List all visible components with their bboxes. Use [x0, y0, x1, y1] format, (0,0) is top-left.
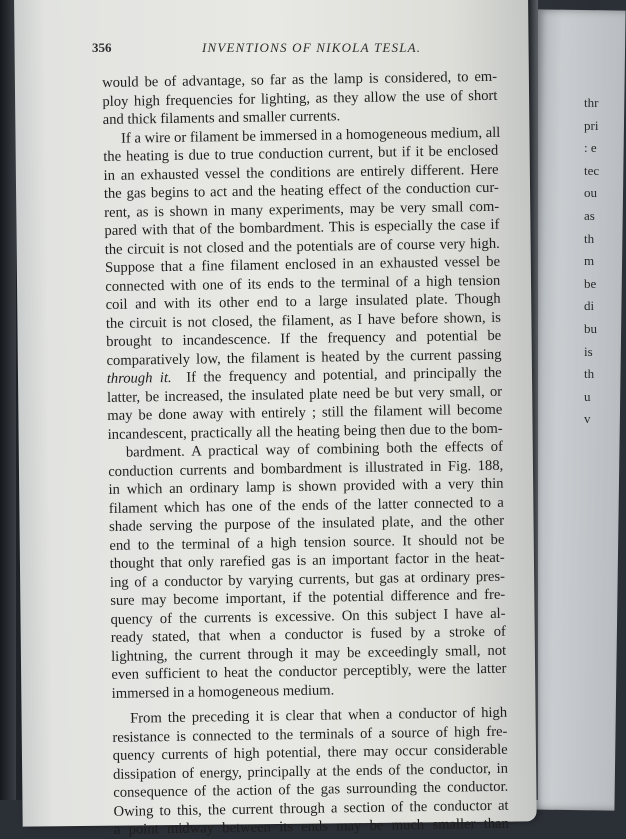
text-line: coil and with its other end to a large insulated plate. Though — [105, 290, 501, 313]
text-line: lightning, the current through it may be exceedingly small, not — [111, 642, 507, 665]
text-line: thought that only rarefied gas is an important factor in the heat- — [109, 549, 505, 572]
facing-page-fragment: as — [584, 207, 595, 223]
facing-page-fragment: di — [584, 298, 595, 314]
facing-page-fragment: tec — [584, 162, 600, 178]
facing-page-fragment: be — [584, 275, 597, 291]
text-line: shade serving the purpose of the insulated plate, and the other — [108, 512, 505, 535]
facing-page-fragment: m — [584, 253, 595, 269]
facing-page-fragment: th — [584, 230, 595, 246]
text-line: the circuit is not closed and the potentials are of course very high. — [104, 235, 500, 258]
text-line: From the preceding it is clear that when a conductor of high — [130, 704, 508, 727]
text-line: a point midway between its ends may be much smaller than — [113, 815, 509, 838]
facing-page-fragment: u — [584, 388, 591, 404]
text-line: latter, be increased, the insulated plate need be but very small, or — [106, 383, 503, 406]
text-line: comparatively low, the filament is heated by the current passing — [106, 346, 502, 369]
text-line: pared with that of the bombardment. This is especially the case if — [104, 216, 500, 239]
text-line: consequence of the action of the gas surrounding the conductor. — [113, 778, 509, 801]
text-line: quency of the currents is excessive. On this subject I have al- — [110, 605, 506, 628]
text-line: filament which has one of the ends of the latter connected to a — [108, 494, 504, 517]
text-line: the circuit is not closed, the filament, as I have before shown, is — [105, 309, 501, 332]
text-line: conduction currents and bombardment is illustrated in Fig. 188, — [108, 457, 504, 480]
text-line: ploy high frequencies for lighting, as they allow the use of short — [102, 87, 498, 110]
facing-page-fragment: thr — [584, 95, 599, 110]
text-line: even sufficient to heat the conductor perceptibly, were the latter — [111, 660, 507, 683]
text-line: incandescent, practically all the heating being then due to the bom- — [107, 420, 503, 443]
body-text — [102, 68, 509, 839]
text-line-rest: If the frequency and potential, and principally the — [186, 364, 502, 386]
text-line: dissipation of energy, principally at the ends of the conductor, in — [112, 760, 509, 783]
text-line: would be of advantage, so far as the lamp is considered, to em- — [102, 68, 498, 91]
text-line: in which an ordinary lamp is shown provided with a very thin — [108, 475, 504, 498]
page-number: 356 — [92, 40, 112, 55]
facing-page-fragment: pri — [584, 117, 599, 133]
text-line: bardment. A practical way of combining both the effects of — [125, 438, 504, 461]
facing-page-text — [584, 92, 599, 431]
text-line: in an exhausted vessel the conditions are entirely different. Here — [103, 161, 499, 184]
facing-page — [524, 9, 625, 810]
text-line: rent, as is shown in many experiments, may be very small com- — [104, 198, 500, 221]
text-line: immersed in a homogeneous medium. — [111, 681, 335, 702]
facing-page-fragment: ou — [584, 185, 597, 201]
text-line: sure may become important, if the potential difference and fre- — [110, 586, 506, 609]
facing-page-fragment: bu — [584, 320, 597, 336]
text-line: the gas begins to act and the heating effect of the conduction cur- — [103, 179, 499, 202]
text-line: quency currents of high potential, there may occur considerable — [112, 741, 508, 764]
running-title: INVENTIONS OF NIKOLA TESLA. — [202, 40, 422, 55]
facing-page-fragment: v — [584, 411, 591, 427]
text-line: and thick filaments and smaller currents. — [102, 108, 341, 128]
page-header — [92, 40, 512, 60]
text-line: resistance is connected to the terminals of a source of high fre- — [112, 723, 508, 746]
facing-page-fragment: : e — [584, 140, 597, 156]
text-line: connected with one of its ends to the terminal of a high tension — [105, 272, 501, 295]
italic-phrase: through it. — [106, 369, 172, 387]
text-line: brought to incandescence. If the frequency and potential be — [106, 327, 502, 350]
text-line: ing of a conductor by varying currents, but gas at ordinary pres- — [109, 568, 506, 591]
text-line: may be done away with entirely ; still the filament will become — [107, 401, 503, 424]
text-line: Suppose that a fine filament enclosed in an exhausted vessel be — [104, 253, 501, 276]
facing-page-fragment: is — [584, 343, 593, 359]
book-left-edge — [0, 0, 16, 800]
text-line: the heating is due to true conduction current, but if it be enclosed — [103, 142, 499, 165]
text-line: end to the terminal of a high tension source. It should not be — [109, 531, 505, 554]
facing-page-fragment: th — [584, 366, 595, 382]
text-line: If a wire or filament be immersed in a homogeneous medium, all — [120, 124, 501, 147]
text-line: Owing to this, the current through a section of the conductor at — [113, 797, 509, 820]
text-line: ready stated, that when a conductor is fused by a stroke of — [110, 623, 506, 646]
